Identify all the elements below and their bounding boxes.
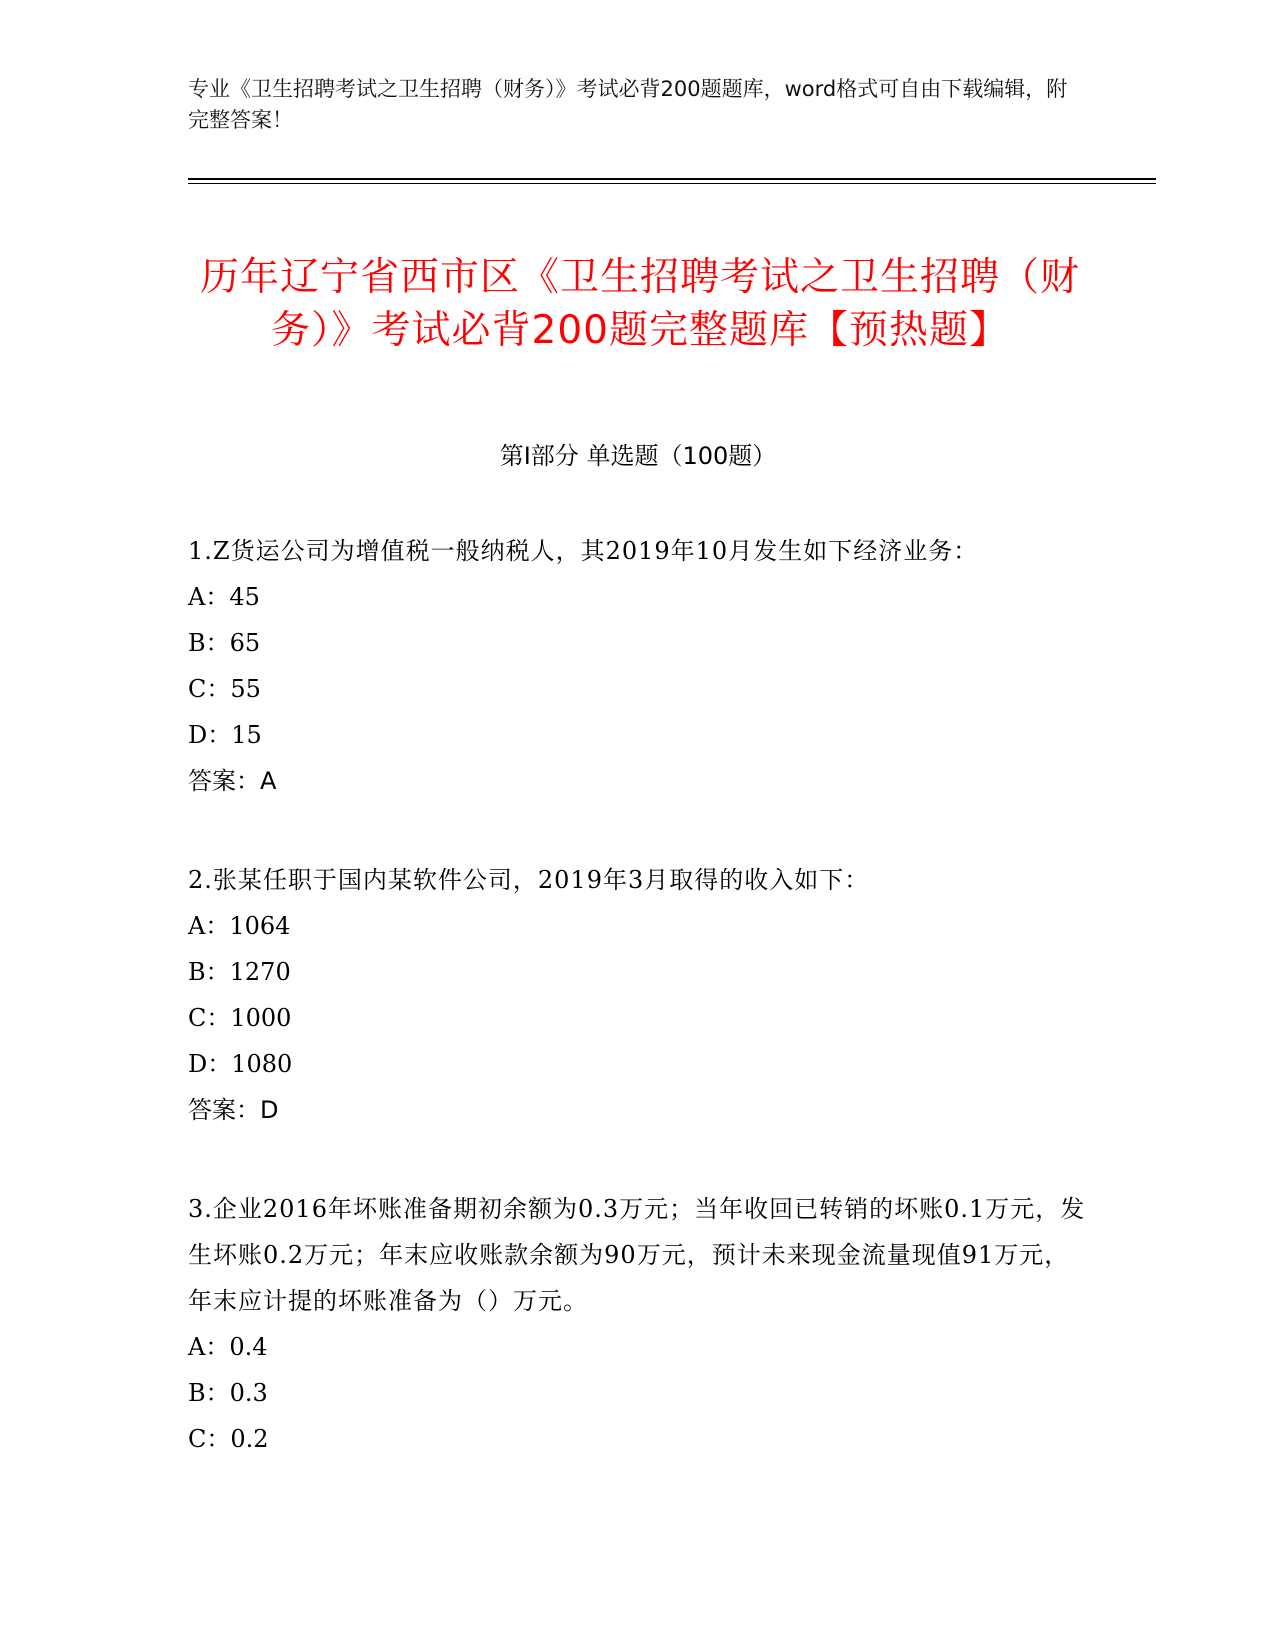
question-list xyxy=(188,528,1088,1515)
option-d: D：15 xyxy=(188,721,262,749)
answer: 答案：A xyxy=(188,767,277,795)
header-divider-thick xyxy=(188,178,1156,180)
option-c: C：55 xyxy=(188,675,261,703)
option-a: A：45 xyxy=(188,583,260,611)
option-b: B：65 xyxy=(188,629,261,657)
section-heading: 第I部分 单选题（100题） xyxy=(499,442,777,470)
question-2 xyxy=(188,857,1088,1133)
question-1 xyxy=(188,528,1088,804)
header-note: 专业《卫生招聘考试之卫生招聘（财务）》考试必背200题题库，word格式可自由下载编辑，附完整答案！ xyxy=(188,77,1068,132)
option-a: A：0.4 xyxy=(188,1333,268,1361)
option-b: B：1270 xyxy=(188,958,291,986)
question-stem: 1.Z货运公司为增值税一般纳税人，其2019年10月发生如下经济业务： xyxy=(188,537,979,565)
answer: 答案：D xyxy=(188,1096,279,1124)
option-c: C：1000 xyxy=(188,1004,292,1032)
option-b: B：0.3 xyxy=(188,1379,268,1407)
question-stem: 3.企业2016年坏账准备期初余额为0.3万元；当年收回已转销的坏账0.1万元，发生坏账0.2万元；年末应收账款余额为90万元，预计未来现金流量现值91万元，年末应计提的坏账准备为（）万元。 xyxy=(188,1195,1086,1315)
question-3 xyxy=(188,1186,1088,1462)
option-c: C：0.2 xyxy=(188,1425,269,1453)
option-a: A：1064 xyxy=(188,912,291,940)
option-d: D：1080 xyxy=(188,1050,293,1078)
header-divider-thin xyxy=(188,183,1156,184)
question-stem: 2.张某任职于国内某软件公司，2019年3月取得的收入如下： xyxy=(188,866,870,894)
document-title: 历年辽宁省西市区《卫生招聘考试之卫生招聘（财务）》考试必背200题完整题库【预热题】 xyxy=(199,255,1080,354)
